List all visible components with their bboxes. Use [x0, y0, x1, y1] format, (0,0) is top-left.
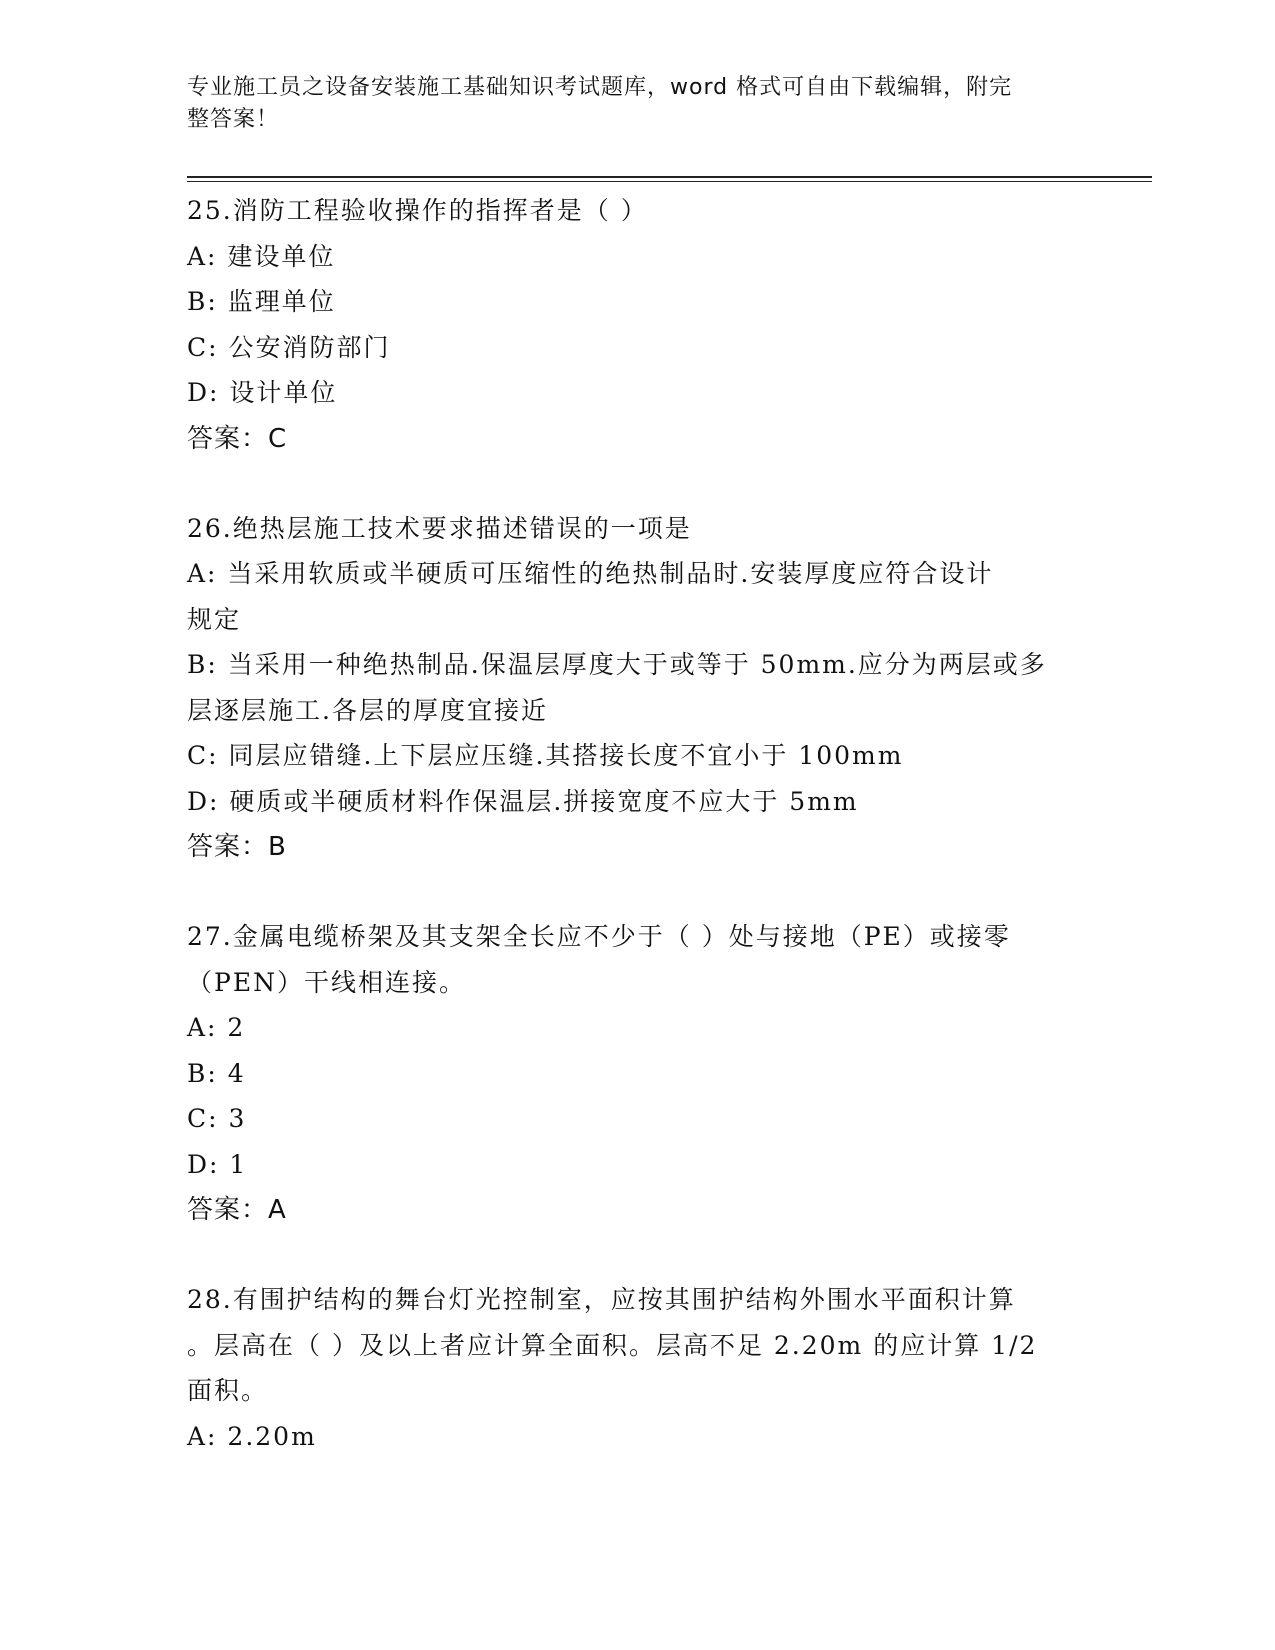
document-header	[187, 72, 1067, 136]
option-a: A: 当采用软质或半硬质可压缩性的绝热制品时.安装厚度应符合设计	[187, 559, 994, 588]
question-stem: 25.消防工程验收操作的指挥者是（ ）	[187, 196, 648, 225]
option-d: D: 设计单位	[187, 378, 338, 407]
header-title-line-2: 整答案！	[187, 107, 280, 132]
question-25	[187, 188, 1087, 462]
option-a: A: 建设单位	[187, 241, 336, 271]
question-26	[187, 506, 1087, 871]
option-c: C: 同层应错缝.上下层应压缝.其搭接长度不宜小于 100mm	[187, 741, 904, 770]
option-a: A: 2.20m	[187, 1421, 317, 1451]
option-a-continuation: 规定	[187, 604, 242, 634]
option-b: B: 当采用一种绝热制品.保温层厚度大于或等于 50mm.应分为两层或多	[187, 650, 1047, 679]
question-28	[187, 1277, 1087, 1459]
question-27	[187, 914, 1087, 1233]
answer: 答案：C	[187, 423, 288, 454]
answer: 答案：B	[187, 832, 287, 862]
question-stem: 27.金属电缆桥架及其支架全长应不少于（ ）处与接地（PE）或接零	[187, 922, 1011, 951]
option-b: B: 监理单位	[187, 287, 336, 316]
option-d: D: 1	[187, 1149, 248, 1179]
question-list	[187, 188, 1087, 1503]
option-d: D: 硬质或半硬质材料作保温层.拼接宽度不应大于 5mm	[187, 786, 859, 816]
question-stem: 26.绝热层施工技术要求描述错误的一项是	[187, 513, 692, 543]
answer: 答案：A	[187, 1195, 287, 1225]
question-stem-continuation: 。层高在（ ）及以上者应计算全面积。层高不足 2.20m 的应计算 1/2	[187, 1330, 1038, 1360]
header-divider-thin	[187, 181, 1152, 182]
header-divider-thick	[187, 176, 1152, 178]
option-b: B: 4	[187, 1058, 246, 1088]
question-stem-continuation: （PEN）干线相连接。	[187, 967, 466, 997]
option-b-continuation: 层逐层施工.各层的厚度宜接近	[187, 695, 548, 725]
question-stem: 28.有围护结构的舞台灯光控制室，应按其围护结构外围水平面积计算	[187, 1285, 1016, 1314]
question-stem-continuation: 面积。	[187, 1376, 269, 1405]
option-a: A: 2	[187, 1013, 246, 1042]
header-title-line-1: 专业施工员之设备安装施工基础知识考试题库，word 格式可自由下载编辑，附完	[187, 75, 1013, 100]
option-c: C: 公安消防部门	[187, 332, 391, 362]
option-c: C: 3	[187, 1104, 247, 1133]
